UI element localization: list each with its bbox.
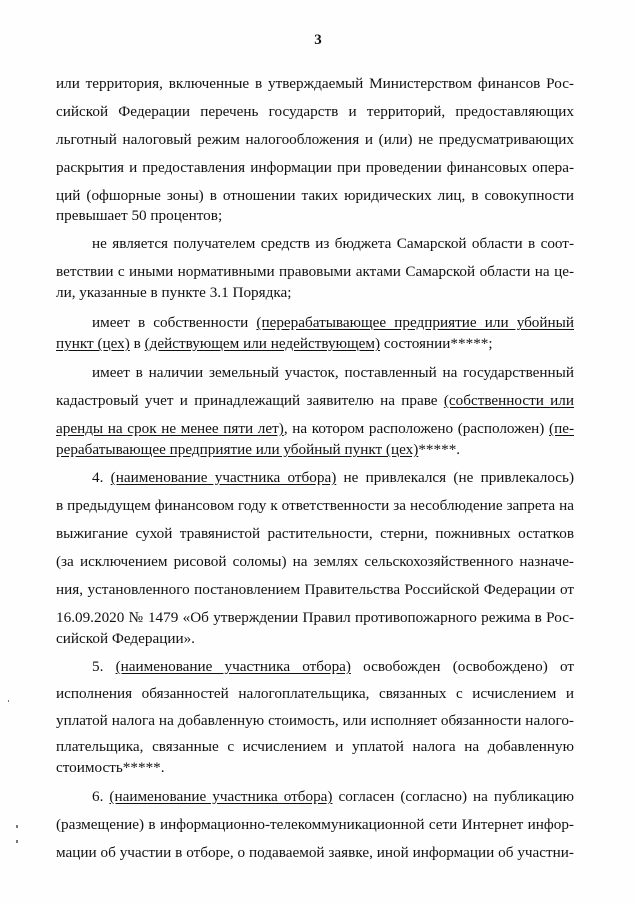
text-line [56, 334, 574, 354]
text-line: уплатой налога на добавленную стоимость, или исполняет обязанности налого- [56, 712, 574, 729]
underlined-placeholder: (наименование участника отбора) [110, 469, 337, 486]
underlined-placeholder: (пе- [549, 420, 574, 437]
item-number: 6. [92, 788, 110, 805]
text-line [92, 787, 574, 807]
text-line: или территория, включенные в утверждаемый Министерством финансов Рос- [56, 75, 574, 92]
underlined-placeholder: (перерабатывающее предприятие или убойный [256, 314, 574, 331]
underlined-placeholder: рерабатывающее предприятие или убойный пункт (цех) [56, 441, 419, 458]
underlined-placeholder: (действующем или недействующем) [144, 335, 381, 352]
text-line [92, 468, 574, 488]
text-line: ния, установленного постановлением Правительства Российской Федерации от [56, 581, 574, 598]
scan-artifact [16, 825, 18, 828]
text-segment: согласен (согласно) на публикацию [332, 788, 574, 805]
underlined-placeholder: (наименование участника отбора) [115, 658, 351, 675]
page-number: 3 [314, 32, 322, 48]
text-line: раскрытия и предоставления информации при проведении финансовых опера- [56, 159, 574, 176]
text-line: ций (офшорные зоны) в отношении таких юридических лиц, в совокупности [56, 187, 574, 204]
text-segment: кадастровый учет и принадлежащий заявителю на праве [56, 392, 444, 409]
text-line: льготный налоговый режим налогообложения и (или) не предусматривающих [56, 131, 574, 148]
text-line: ли, указанные в пункте 3.1 Порядка; [56, 284, 292, 301]
text-segment: не привлекался (не привлекалось) [336, 469, 575, 486]
text-line: 16.09.2020 № 1479 «Об утверждении Правил противопожарного режима в Рос- [56, 609, 574, 626]
text-segment: в [129, 335, 145, 352]
text-line: (за исключением рисовой соломы) на землях сельскохозяйственного назначе- [56, 553, 574, 570]
text-segment: , на котором расположено (расположен) [283, 420, 550, 437]
text-line [92, 657, 574, 677]
text-line: мации об участии в отборе, о подаваемой заявке, иной информации об участни- [56, 844, 574, 861]
underlined-placeholder: пункт (цех) [56, 335, 130, 352]
text-line: в предыдущем финансовом году к ответственности за несоблюдение запрета на [56, 497, 574, 514]
text-line: сийской Федерации». [56, 630, 195, 647]
item-number: 4. [92, 469, 111, 486]
underlined-placeholder: (собственности или [443, 392, 575, 409]
text-segment: имеет в собственности [92, 314, 257, 331]
underlined-placeholder: (наименование участника отбора) [109, 788, 333, 805]
text-line: превышает 50 процентов; [56, 207, 223, 224]
text-line: (размещение) в информационно-телекоммуникационной сети Интернет инфор- [56, 816, 574, 833]
item-number: 5. [92, 658, 116, 675]
text-line: выжигание сухой травянистой растительности, стерни, пожнивных остатков [56, 525, 574, 542]
scan-artifact [16, 840, 18, 843]
text-line: стоимость*****. [56, 759, 165, 776]
underlined-placeholder: аренды на срок не менее пяти лет) [56, 420, 284, 437]
text-segment: состоянии*****; [380, 335, 493, 352]
text-line: сийской Федерации перечень государств и территорий, предоставляющих [56, 103, 574, 120]
scan-artifact [8, 700, 9, 702]
text-line: ветствии с иными нормативными правовыми актами Самарской области на це- [56, 263, 574, 280]
text-line: плательщика, связанные с исчислением и уплатой налога на добавленную [56, 738, 574, 755]
text-line [56, 419, 574, 439]
text-segment: освобожден (освобождено) от [350, 658, 575, 675]
text-line: не является получателем средств из бюджета Самарской области в соот- [92, 235, 574, 252]
text-segment: *****. [418, 441, 461, 458]
text-line: исполнения обязанностей налогоплательщика, связанных с исчислением и [56, 685, 574, 702]
text-line [92, 313, 574, 333]
text-line: имеет в наличии земельный участок, поставленный на государственный [92, 364, 574, 381]
text-line [56, 440, 574, 460]
text-line [56, 391, 574, 411]
